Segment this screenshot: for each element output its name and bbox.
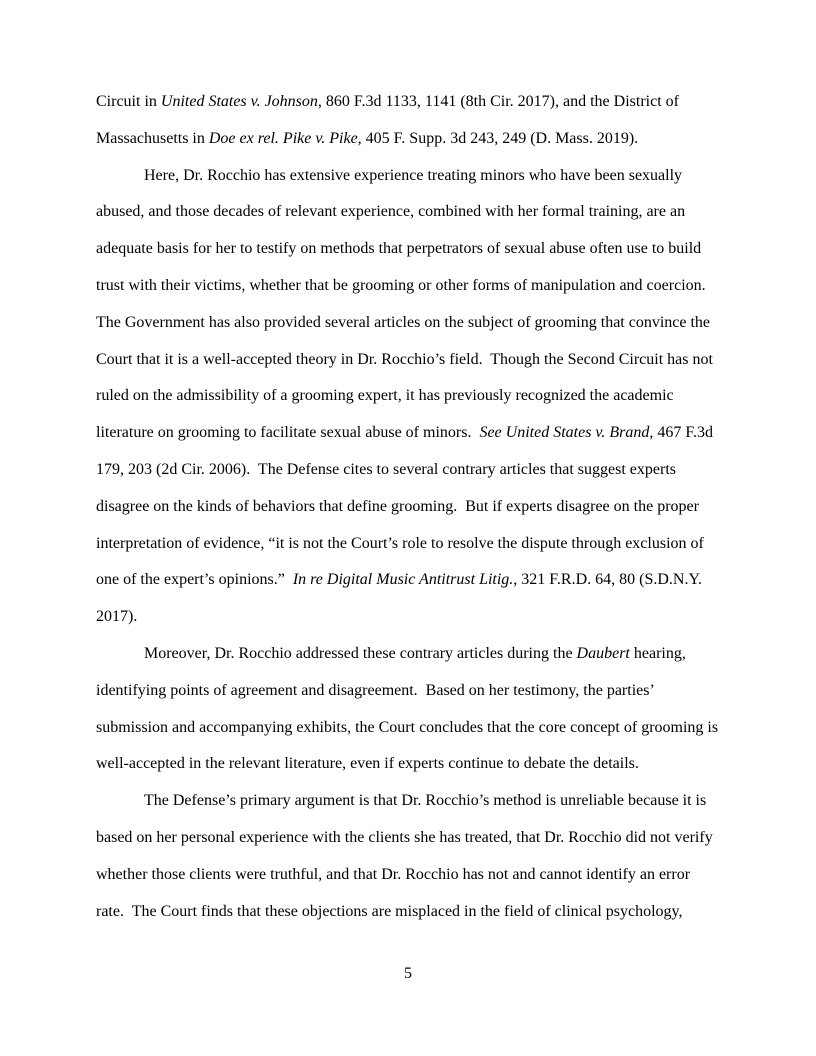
text-run: The Defense’s primary argument is that Dr. Rocchio’s method is unreliable because it is based on her personal experience with the clients she has treated, that Dr. Rocchio did not verify whether those clients were truthful, and that Dr. Rocchio has not and cannot identify an error rate. The Court finds that these objections are misplaced in the field of clinical psychology, [96, 792, 717, 920]
text-run: Moreover, Dr. Rocchio addressed these contrary articles during the [144, 644, 577, 662]
paragraph [96, 636, 723, 783]
page-footer [0, 966, 816, 982]
text-run: Circuit in [96, 93, 161, 110]
text-run: hearing, identifying points of agreement and disagreement. Based on her testimony, the parties’ submission and accompanying exhibits, the Court concludes that the core concept of grooming is well-accepted in the relevant literature, even if experts continue to debate the details. [96, 644, 723, 773]
text-run: , 860 F.3d 1133, 1141 (8th Cir. 2017), and the District of Massachusetts in [96, 93, 683, 147]
case-citation: In re Digital Music Antitrust Litig. [292, 571, 514, 589]
case-citation: United States v. Johnson [160, 93, 318, 110]
paragraph [96, 158, 720, 636]
text-run: Here, Dr. Rocchio has extensive experience treating minors who have been sexually abused, and those decades of relevant experience, combined with her formal training, are an adequate basis for her to testify on methods that perpetrators of sexual abuse often use to build trust with their victims, whether that be grooming or other forms of manipulation and coercion. The Government has also provided several articles on the subject of grooming that convince the Court that it is a well-accepted theory in Dr. Rocchio’s field. Though the Second Circuit has not ruled on the admissibility of a grooming expert, it has previously recognized the academic literature on grooming to facilitate sexual abuse of minors. [96, 166, 717, 442]
document-body [96, 84, 723, 930]
text-run: , 467 F.3d 179, 203 (2d Cir. 2006). The Defense cites to several contrary articles that suggest experts disagree on the kinds of behaviors that define grooming. But if experts disagree on the proper interpretation of evidence, “it is not the Court’s role to resolve the dispute through exclusion of one of the expert’s opinions.” [96, 424, 717, 589]
case-citation: See United States v. Brand [479, 424, 650, 442]
case-citation: Doe ex rel. Pike v. Pike [208, 129, 358, 147]
case-citation: Daubert [576, 644, 630, 662]
page-number: 5 [404, 965, 412, 982]
paragraph [96, 783, 720, 930]
text-run: , 405 F. Supp. 3d 243, 249 (D. Mass. 2019). [357, 129, 639, 147]
text-run: , 321 F.R.D. 64, 80 (S.D.N.Y. 2017). [96, 571, 706, 626]
paragraph [96, 84, 720, 158]
